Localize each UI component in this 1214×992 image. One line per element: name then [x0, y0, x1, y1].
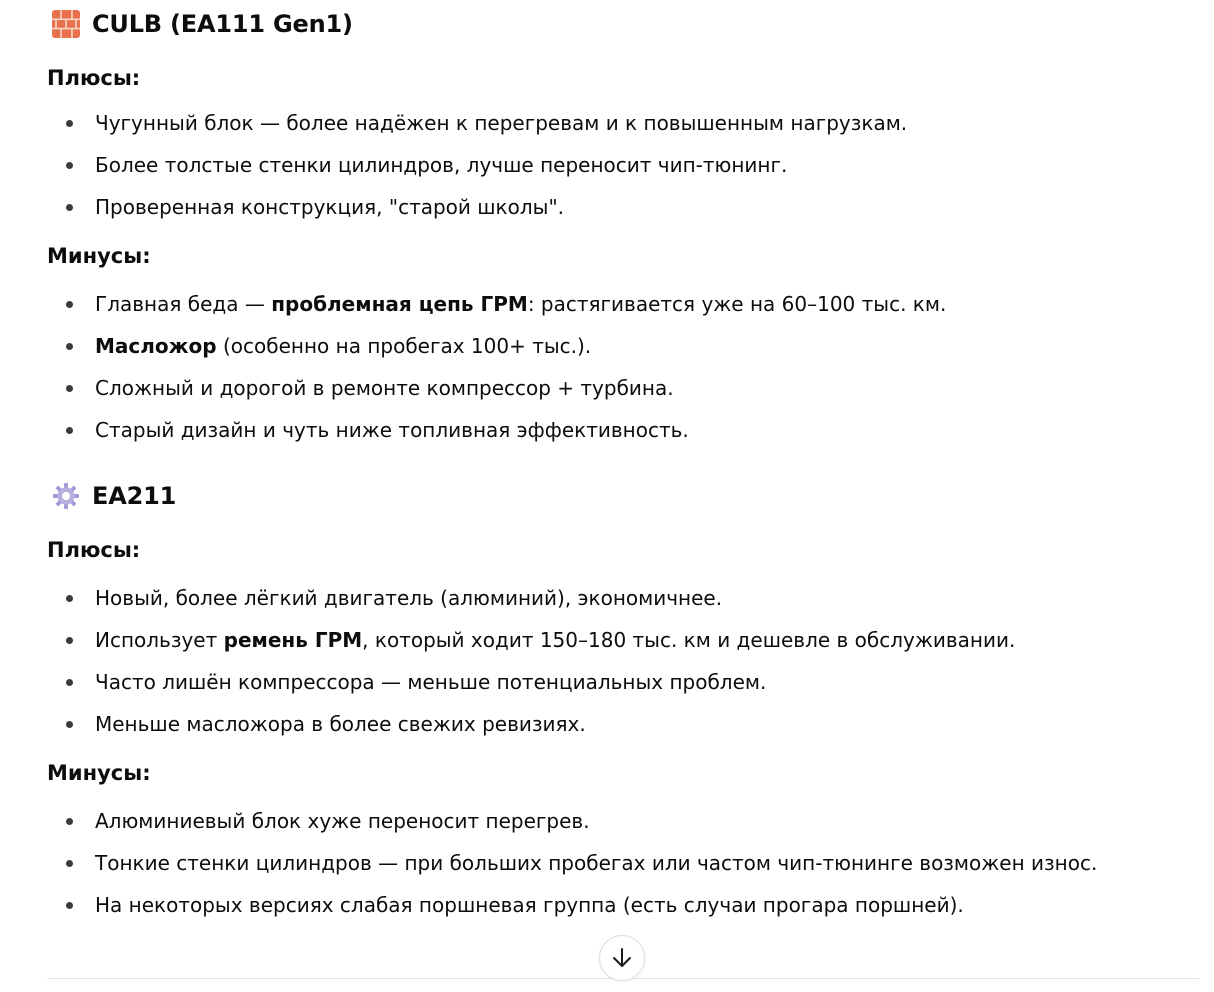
section-heading — [47, 472, 1197, 520]
list-item: Часто лишён компрессора — меньше потенциальных проблем. — [47, 661, 1197, 703]
pros-heading: Плюсы: — [47, 66, 141, 90]
list-item: Старый дизайн и чуть ниже топливная эффективность. — [47, 409, 1197, 451]
arrow-down-icon — [610, 946, 634, 970]
gear-icon — [50, 480, 82, 512]
cons-list — [47, 283, 1197, 451]
list-item: Новый, более лёгкий двигатель (алюминий), экономичнее. — [47, 577, 1197, 619]
engine-section-ea211 — [47, 472, 1197, 926]
list-item: Масложор (особенно на пробегах 100+ тыс.). — [47, 325, 1197, 367]
scroll-to-bottom-button[interactable] — [599, 935, 645, 981]
section-title: CULB (EA111 Gen1) — [92, 10, 353, 38]
list-item: Главная беда — проблемная цепь ГРМ: растягивается уже на 60–100 тыс. км. — [47, 283, 1197, 325]
list-item: Алюминиевый блок хуже переносит перегрев. — [47, 800, 1197, 842]
section-heading — [47, 0, 1197, 48]
pros-list — [47, 577, 1197, 745]
section-title: EA211 — [92, 482, 177, 510]
pros-heading: Плюсы: — [47, 538, 141, 562]
list-item: Более толстые стенки цилиндров, лучше переносит чип-тюнинг. — [47, 144, 1197, 186]
chat-message — [47, 0, 1197, 926]
list-item: Меньше масложора в более свежих ревизиях. — [47, 703, 1197, 745]
list-item: Использует ремень ГРМ, который ходит 150–180 тыс. км и дешевле в обслуживании. — [47, 619, 1197, 661]
list-item: Чугунный блок — более надёжен к перегревам и к повышенным нагрузкам. — [47, 102, 1197, 144]
engine-section-culb — [47, 0, 1197, 451]
list-item: На некоторых версиях слабая поршневая группа (есть случаи прогара поршней). — [47, 884, 1197, 926]
list-item: Сложный и дорогой в ремонте компрессор + турбина. — [47, 367, 1197, 409]
cons-list — [47, 800, 1197, 926]
cons-heading: Минусы: — [47, 244, 151, 268]
list-item: Тонкие стенки цилиндров — при больших пробегах или частом чип-тюнинге возможен износ. — [47, 842, 1197, 884]
brick-icon — [50, 8, 82, 40]
list-item: Проверенная конструкция, "старой школы". — [47, 186, 1197, 228]
pros-list — [47, 102, 1197, 228]
cons-heading: Минусы: — [47, 761, 151, 785]
